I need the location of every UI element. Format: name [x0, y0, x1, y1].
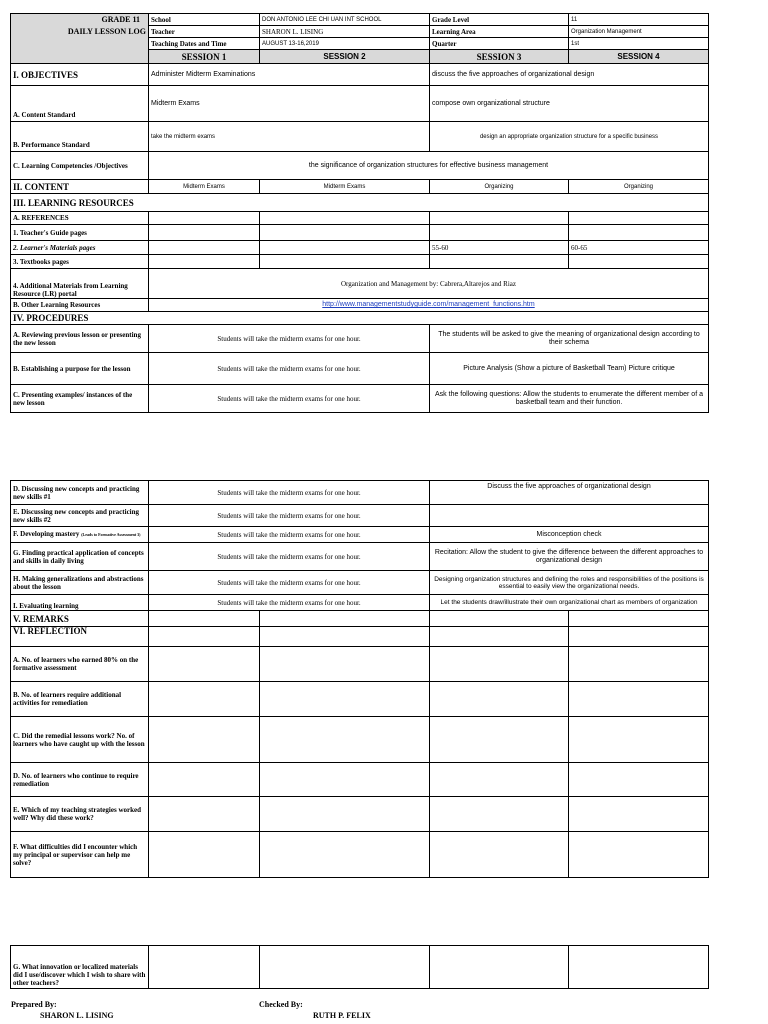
proc-g-s12: Students will take the midterm exams for one hour.: [149, 543, 430, 571]
grade-level-label: Grade Level: [430, 14, 569, 26]
grade-cell: [11, 14, 149, 26]
quarter-value: 1st: [569, 38, 709, 50]
proc-h-s12: Students will take the midterm exams for one hour.: [149, 571, 430, 595]
proc-f-note: (Leads to Formative Assessment 3): [81, 532, 141, 537]
checked-by-label: Checked By:: [259, 1000, 303, 1009]
proc-e-label: E. Discussing new concepts and practicing new skills #2: [11, 505, 149, 527]
proc-c-label: C. Presenting examples/ instances of the new lesson: [11, 385, 149, 413]
content-standard-s12: Midterm Exams: [149, 86, 430, 122]
content-standard-s34: compose own organizational structure: [430, 86, 709, 122]
lesson-log-table-top: [10, 13, 709, 413]
proc-a-label: A. Reviewing previous lesson or presenting the new lesson: [11, 325, 149, 353]
proc-i-s12: Students will take the midterm exams for one hour.: [149, 595, 430, 611]
reflection-g-label: G. What innovation or localized materials did I use/discover which I wish to share with other teachers?: [11, 946, 149, 989]
session-1-header: SESSION 1: [149, 50, 260, 64]
prepared-by-label: Prepared By:: [11, 1000, 57, 1009]
proc-e-s34: [430, 505, 709, 527]
proc-g-s34: Recitation: Allow the student to give the difference between the different approaches to organizational design: [430, 543, 709, 571]
teacher-value: SHARON L. LISING: [260, 26, 430, 38]
content-s2: Midterm Exams: [260, 180, 430, 194]
proc-b-s34: Picture Analysis (Show a picture of Basketball Team) Picture critique: [430, 353, 709, 385]
other-resources-url[interactable]: http://www.managementstudyguide.com/management_functions.htm: [322, 301, 535, 308]
proc-d-s12: Students will take the midterm exams for one hour.: [149, 481, 430, 505]
references-label: A. REFERENCES: [11, 212, 149, 225]
session-blank-cell: [11, 50, 149, 64]
reflection-b-label: B. No. of learners require additional activities for remediation: [11, 682, 149, 717]
proc-h-s34: Designing organization structures and defining the roles and responsibilities of the positions is essential to easily view the organizational needs.: [430, 571, 709, 595]
proc-a-s34: The students will be asked to give the meaning of organizational design according to their schema: [430, 325, 709, 353]
log-title-cell: [11, 26, 149, 38]
grade-level-value: 11: [569, 14, 709, 26]
learning-area-label: Learning Area: [430, 26, 569, 38]
lesson-log-table-bottom: [10, 945, 709, 989]
reflection-heading: VI. REFLECTION: [11, 627, 149, 647]
proc-b-s12: Students will take the midterm exams for one hour.: [149, 353, 430, 385]
additional-materials-value: Organization and Management by: Cabrera,Altarejos and Riaz: [149, 269, 709, 299]
competencies-label: C. Learning Competencies /Objectives: [11, 152, 149, 180]
dates-value: AUGUST 13-16,2019: [260, 38, 430, 50]
content-standard-label: A. Content Standard: [11, 86, 149, 122]
learners-materials-label: 2. Learner's Materials pages: [11, 241, 149, 255]
teachers-guide-label: 1. Teacher's Guide pages: [11, 225, 149, 241]
additional-materials-label: 4. Additional Materials from Learning Resource (LR) portal: [11, 269, 149, 299]
procedures-heading: IV. PROCEDURES: [11, 312, 709, 325]
teacher-label: Teacher: [149, 26, 260, 38]
resources-heading: III. LEARNING RESOURCES: [11, 194, 709, 212]
remarks-heading: V. REMARKS: [11, 611, 149, 627]
other-resources-link[interactable]: [149, 299, 709, 312]
proc-b-label: B. Establishing a purpose for the lesson: [11, 353, 149, 385]
proc-f-label: F. Developing mastery: [13, 530, 80, 538]
proc-d-s34: Discuss the five approaches of organizational design: [430, 481, 709, 505]
prepared-by-name: SHARON L. LISING: [40, 1011, 114, 1020]
reflection-a-label: A. No. of learners who earned 80% on the formative assessment: [11, 647, 149, 682]
reflection-c-label: C. Did the remedial lessons work? No. of learners who have caught up with the lesson: [11, 717, 149, 763]
school-value: DON ANTONIO LEE CHI UAN INT SCHOOL: [260, 14, 430, 26]
log-title: DAILY LESSON LOG: [67, 26, 146, 36]
logo-cell: [11, 38, 149, 50]
objectives-heading: I. OBJECTIVES: [11, 64, 149, 86]
proc-d-label: D. Discussing new concepts and practicing new skills #1: [11, 481, 149, 505]
performance-standard-s34: design an appropriate organization structure for a specific business: [430, 122, 709, 152]
dates-label: Teaching Dates and Time: [149, 38, 260, 50]
proc-e-s12: Students will take the midterm exams for one hour.: [149, 505, 430, 527]
objectives-s12: Administer Midterm Examinations: [149, 64, 430, 86]
content-label: II. CONTENT: [11, 180, 149, 194]
proc-i-s34: Let the students draw/illustrate their own organizational chart as members of organization: [430, 595, 709, 611]
performance-standard-s12: take the midterm exams: [149, 122, 430, 152]
lm-s3-value: 55-60: [430, 241, 569, 255]
learning-area-value: Organization Management: [569, 26, 709, 38]
other-resources-label: B. Other Learning Resources: [11, 299, 149, 312]
performance-standard-label: B. Performance Standard: [11, 122, 149, 152]
grade-text: GRADE 11: [101, 14, 140, 24]
lesson-log-table-middle: [10, 480, 709, 878]
reflection-d-label: D. No. of learners who continue to require remediation: [11, 763, 149, 797]
proc-g-label: G. Finding practical application of concepts and skills in daily living: [11, 543, 149, 571]
proc-f-s12: Students will take the midterm exams for one hour.: [149, 527, 430, 543]
competencies-value: the significance of organization structures for effective business management: [149, 152, 709, 180]
session-4-header: SESSION 4: [569, 50, 709, 64]
proc-a-s12: Students will take the midterm exams for one hour.: [149, 325, 430, 353]
proc-i-label: I. Evaluating learning: [11, 595, 149, 611]
reflection-e-label: E. Which of my teaching strategies worked well? Why did these work?: [11, 797, 149, 832]
lm-s4-value: 60-65: [569, 241, 709, 255]
proc-f-label-cell: [11, 527, 149, 543]
session-2-header: SESSION 2: [260, 50, 430, 64]
textbooks-label: 3. Textbooks pages: [11, 255, 149, 269]
school-label: School: [149, 14, 260, 26]
objectives-s34: discuss the five approaches of organizational design: [430, 64, 709, 86]
proc-f-s34: Misconception check: [430, 527, 709, 543]
content-s3: Organizing: [430, 180, 569, 194]
session-3-header: SESSION 3: [430, 50, 569, 64]
checked-by-name: RUTH P. FELIX: [313, 1011, 371, 1020]
quarter-label: Quarter: [430, 38, 569, 50]
reflection-f-label: F. What difficulties did I encounter which my principal or supervisor can help me solve?: [11, 832, 149, 878]
proc-h-label: H. Making generalizations and abstractions about the lesson: [11, 571, 149, 595]
proc-c-s12: Students will take the midterm exams for one hour.: [149, 385, 430, 413]
content-s4: Organizing: [569, 180, 709, 194]
content-s1: Midterm Exams: [149, 180, 260, 194]
proc-c-s34: Ask the following questions: Allow the students to enumerate the different member of a basketball team and their function.: [430, 385, 709, 413]
